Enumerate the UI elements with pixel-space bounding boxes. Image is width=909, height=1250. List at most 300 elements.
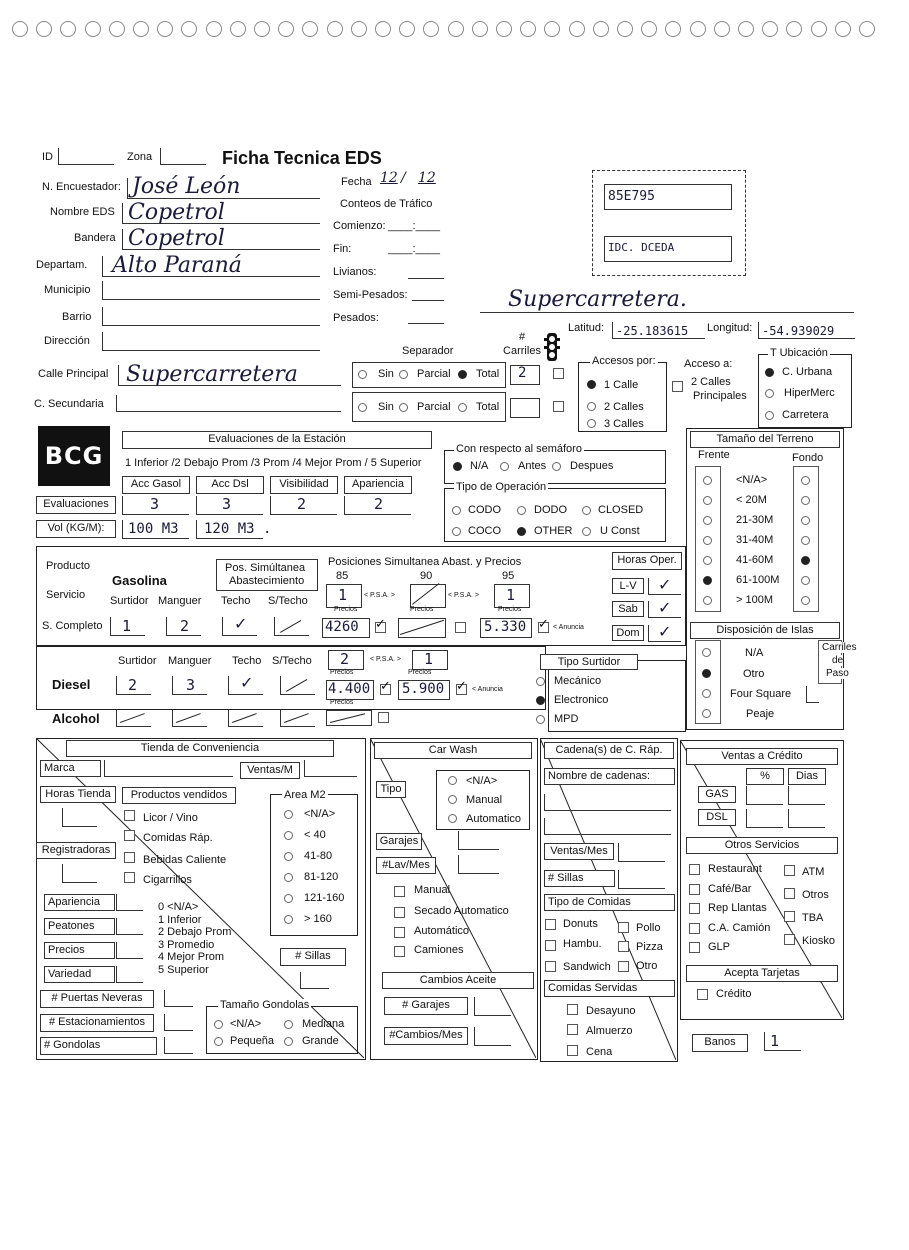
sep2-parcial-radio[interactable] bbox=[399, 403, 408, 412]
servicio-left-checkbox[interactable] bbox=[689, 903, 700, 914]
calle-principal-value: Supercarretera bbox=[126, 362, 298, 387]
id-label: ID bbox=[42, 151, 53, 163]
barrio-field[interactable] bbox=[102, 307, 320, 326]
diesel-manguer-value: 3 bbox=[186, 676, 196, 694]
posiciones-title: Posiciones Simultanea Abast. y Precios bbox=[328, 556, 522, 568]
terreno-frente-radio[interactable] bbox=[703, 576, 712, 585]
servicio-left-label: Restaurant bbox=[708, 863, 762, 875]
credito-title: Ventas a Crédito bbox=[686, 748, 838, 765]
gas-techo-label: Techo bbox=[221, 595, 251, 607]
terreno-fondo-radio[interactable] bbox=[801, 516, 810, 525]
servicio-left-checkbox[interactable] bbox=[689, 864, 700, 875]
diesel-precios2-label: Precios bbox=[408, 669, 432, 676]
cadenas-comida-label: Donuts bbox=[563, 918, 598, 930]
cambios-garajes-label: # Garajes bbox=[384, 997, 468, 1015]
terreno-frente-radio[interactable] bbox=[703, 536, 712, 545]
tienda-area-label: 121-160 bbox=[304, 892, 345, 904]
livianos-line[interactable] bbox=[408, 278, 444, 279]
semaforo-antes-radio[interactable] bbox=[500, 462, 509, 471]
tienda-producto-checkbox[interactable] bbox=[124, 872, 135, 883]
terreno-size-label: 41-60M bbox=[736, 554, 774, 566]
direccion-field[interactable] bbox=[102, 332, 320, 351]
tienda-gondolas-field[interactable] bbox=[164, 1037, 193, 1054]
binding-ring bbox=[617, 21, 633, 37]
s-completo-label: S. Completo bbox=[42, 620, 103, 632]
acceso-2calles-text: 2 Calles bbox=[691, 376, 731, 388]
horas-lv-label: L-V bbox=[612, 578, 644, 594]
ubicacion-carretera-radio[interactable] bbox=[765, 411, 774, 420]
ubicacion-urbana-label: C. Urbana bbox=[782, 366, 833, 378]
tienda-apariencia-field[interactable] bbox=[116, 894, 143, 911]
diesel-surtidor-label: Surtidor bbox=[118, 655, 157, 667]
tienda-ventas-field[interactable] bbox=[304, 760, 357, 777]
semaforo-despues-label: Despues bbox=[570, 460, 614, 472]
op-dodo-label: DODO bbox=[534, 504, 567, 516]
binding-ring bbox=[690, 21, 706, 37]
sep2-total-radio[interactable] bbox=[458, 403, 467, 412]
binding-ring bbox=[520, 21, 536, 37]
tienda-puertas-field[interactable] bbox=[164, 990, 193, 1007]
carwash-lav-label: #Lav/Mes bbox=[376, 857, 436, 874]
credito-dsl-dias-field[interactable] bbox=[788, 809, 825, 828]
gas-stecho-label: S/Techo bbox=[268, 595, 308, 607]
op-codo-radio[interactable] bbox=[452, 506, 461, 515]
servidas-cena-label: Cena bbox=[586, 1046, 613, 1058]
servicio-label: Servicio bbox=[46, 589, 86, 601]
credito-pct-label: % bbox=[746, 768, 784, 785]
surtidor-mecanico-radio[interactable] bbox=[536, 677, 545, 686]
abast-label: Abastecimiento bbox=[229, 575, 305, 587]
tienda-area-radio[interactable] bbox=[284, 810, 293, 819]
fecha-sep: / bbox=[401, 170, 406, 186]
zona-field[interactable] bbox=[160, 148, 206, 165]
servidas-cena-checkbox[interactable] bbox=[567, 1045, 578, 1056]
tienda-producto-checkbox[interactable] bbox=[124, 810, 135, 821]
terreno-fondo-label: Fondo bbox=[792, 452, 824, 464]
id-field[interactable] bbox=[58, 148, 114, 165]
gas-manguer-label: Manguer bbox=[158, 595, 202, 607]
gond-grande-label: Grande bbox=[302, 1035, 339, 1047]
binding-ring bbox=[811, 21, 827, 37]
servicio-left-checkbox[interactable] bbox=[689, 884, 700, 895]
tienda-peatones-field[interactable] bbox=[116, 918, 143, 935]
sep1-sin-radio[interactable] bbox=[358, 370, 367, 379]
servicio-left-checkbox[interactable] bbox=[689, 942, 700, 953]
op-uconst-label: U Const bbox=[600, 525, 640, 537]
tienda-area-label: <N/A> bbox=[304, 808, 336, 820]
acceso-2calles-checkbox[interactable] bbox=[672, 381, 683, 392]
cadenas-comida-label: Hambu. bbox=[563, 938, 602, 950]
islas-peaje-radio[interactable] bbox=[702, 709, 711, 718]
gasolina-label: Gasolina bbox=[112, 573, 167, 588]
surtidor-electronico-radio[interactable] bbox=[536, 696, 545, 705]
surtidor-mecanico-label: Mecánico bbox=[554, 675, 602, 687]
cadenas-servidas-title: Comidas Servidas bbox=[544, 980, 675, 997]
nombre-eds-value: Copetrol bbox=[128, 200, 225, 225]
tienda-producto-checkbox[interactable] bbox=[124, 830, 135, 841]
binding-ring bbox=[641, 21, 657, 37]
sep2-total-label: Total bbox=[476, 401, 500, 413]
alcohol-stecho-field[interactable] bbox=[280, 710, 315, 727]
servidas-desayuno-checkbox[interactable] bbox=[567, 1004, 578, 1015]
terreno-frente-radio[interactable] bbox=[703, 596, 712, 605]
secundaria-field[interactable] bbox=[116, 395, 341, 412]
binding-ring bbox=[133, 21, 149, 37]
tienda-estac-label: # Estacionamientos bbox=[40, 1014, 154, 1032]
tienda-scale-item: 3 Promedio bbox=[158, 938, 215, 951]
ubicacion-title: T Ubicación bbox=[770, 347, 828, 359]
ubicacion-hipermerc-radio[interactable] bbox=[765, 389, 774, 398]
acceso-1calle-radio[interactable] bbox=[587, 380, 596, 389]
islas-carriles-1: Carriles bbox=[822, 642, 857, 653]
binding-ring bbox=[157, 21, 173, 37]
servidas-almuerzo-checkbox[interactable] bbox=[567, 1024, 578, 1035]
encuestador-label: N. Encuestador: bbox=[42, 181, 121, 193]
tienda-area-radio[interactable] bbox=[284, 831, 293, 840]
op-dodo-radio[interactable] bbox=[517, 506, 526, 515]
sep1-parcial-radio[interactable] bbox=[399, 370, 408, 379]
servicio-right-label: Kiosko bbox=[802, 935, 836, 947]
servicio-right-label: Otros bbox=[802, 889, 829, 901]
psa-90-95: < P.S.A. > bbox=[448, 592, 480, 599]
cadenas-nombre-field1[interactable] bbox=[544, 794, 671, 811]
binding-ring bbox=[786, 21, 802, 37]
tienda-registradoras-label: Registradoras bbox=[36, 842, 116, 859]
diesel-price2-value: 5.900 bbox=[402, 681, 445, 697]
cadenas-comida-checkbox[interactable] bbox=[618, 922, 629, 933]
tienda-area-radio[interactable] bbox=[284, 852, 293, 861]
cw-opt-automatico-checkbox[interactable] bbox=[394, 927, 405, 938]
semaforo-title: Con respecto al semáforo bbox=[456, 443, 582, 455]
ubicacion-urbana-radio[interactable] bbox=[765, 368, 774, 377]
gond-pequena-label: Pequeña bbox=[230, 1035, 275, 1047]
terreno-frente-radio[interactable] bbox=[703, 556, 712, 565]
operacion-title: Tipo de Operación bbox=[456, 481, 547, 493]
tienda-producto-checkbox[interactable] bbox=[124, 852, 135, 863]
banos-label: Banos bbox=[692, 1034, 748, 1052]
semaforo-na-radio[interactable] bbox=[453, 462, 462, 471]
cw-opt-camiones-checkbox[interactable] bbox=[394, 946, 405, 957]
carriles-label: # Carriles bbox=[503, 331, 541, 357]
cadenas-sillas-label: # Sillas bbox=[544, 870, 615, 887]
acceso-2calles-radio[interactable] bbox=[587, 402, 596, 411]
semaforo1-checkbox[interactable] bbox=[553, 368, 564, 379]
islas-otro-label: Otro bbox=[743, 668, 765, 680]
credito-dsl-label: DSL bbox=[698, 809, 736, 826]
tienda-precios-label: Precios bbox=[44, 942, 115, 959]
diesel-pos2-value: 1 bbox=[424, 650, 434, 668]
diesel-stecho-label: S/Techo bbox=[272, 655, 312, 667]
terreno-fondo-radio[interactable] bbox=[801, 596, 810, 605]
acceso-3calles-radio[interactable] bbox=[587, 419, 596, 428]
terreno-size-label: < 20M bbox=[736, 494, 767, 506]
tienda-area-radio[interactable] bbox=[284, 873, 293, 882]
semaforo-despues-radio[interactable] bbox=[552, 462, 561, 471]
tienda-puertas-label: # Puertas Neveras bbox=[40, 990, 154, 1008]
eval-acc-gasol-value: 3 bbox=[150, 495, 160, 513]
pesados-label: Pesados: bbox=[333, 312, 379, 324]
binding-ring bbox=[569, 21, 585, 37]
gond-mediana-radio[interactable] bbox=[284, 1020, 293, 1029]
horas-dom-check: ✓ bbox=[658, 622, 672, 641]
binding-ring bbox=[738, 21, 754, 37]
diesel-techo-label: Techo bbox=[232, 655, 262, 667]
tienda-registradoras-field[interactable] bbox=[62, 864, 97, 883]
fecha-day: 12 bbox=[380, 170, 398, 186]
surtidor-mpd-radio[interactable] bbox=[536, 715, 545, 724]
binding-ring bbox=[496, 21, 512, 37]
alcohol-surtidor-field[interactable] bbox=[116, 710, 151, 727]
credito-gas-pct-field[interactable] bbox=[746, 786, 783, 805]
tarjetas-credito-label: Crédito bbox=[716, 988, 752, 1000]
gas-surtidor-value: 1 bbox=[122, 617, 132, 635]
op-uconst-radio[interactable] bbox=[582, 527, 591, 536]
cw-opt-secado-checkbox[interactable] bbox=[394, 907, 405, 918]
octane-85: 85 bbox=[336, 570, 349, 582]
vol-dsl-value: 120 M3 . bbox=[204, 521, 272, 537]
servicio-left-label: Café/Bar bbox=[708, 882, 752, 895]
gond-na-label: <N/A> bbox=[230, 1018, 262, 1030]
sep2-sin-label: Sin bbox=[378, 401, 394, 413]
servicio-left-label: Rep Llantas bbox=[708, 902, 767, 914]
octane-90: 90 bbox=[420, 570, 433, 582]
terreno-fondo-radio[interactable] bbox=[801, 536, 810, 545]
islas-na-radio[interactable] bbox=[702, 648, 711, 657]
tienda-scale-item: 0 <N/A> bbox=[158, 901, 199, 913]
bandera-label: Bandera bbox=[74, 232, 116, 244]
terreno-fondo-radio[interactable] bbox=[801, 576, 810, 585]
eval-visibilidad-value: 2 bbox=[297, 495, 307, 513]
semaforo2-checkbox[interactable] bbox=[553, 401, 564, 412]
credito-dsl-pct-field[interactable] bbox=[746, 809, 783, 828]
carwash-tipo-label: Tipo bbox=[376, 781, 406, 798]
gas-manguer-value: 2 bbox=[180, 617, 190, 635]
sep1-sin-label: Sin bbox=[378, 368, 394, 380]
anuncia95-check: ✓ bbox=[538, 616, 549, 631]
diesel-anuncia1-check: ✓ bbox=[380, 678, 391, 693]
price95-value: 5.330 bbox=[484, 619, 527, 635]
anuncia90-checkbox[interactable] bbox=[455, 622, 466, 633]
horas-title: Horas Oper. bbox=[612, 552, 682, 570]
op-coco-label: COCO bbox=[468, 525, 501, 537]
comienzo-label: Comienzo: bbox=[333, 220, 386, 232]
tienda-marca-field[interactable] bbox=[104, 760, 233, 777]
secundaria-label: C. Secundaria bbox=[34, 398, 104, 410]
carwash-title: Car Wash bbox=[374, 742, 532, 759]
bandera-value: Copetrol bbox=[128, 226, 225, 251]
tienda-horas-label: Horas Tienda bbox=[40, 786, 116, 803]
terreno-size-label: 61-100M bbox=[736, 574, 780, 586]
gas-techo-check: ✓ bbox=[234, 614, 248, 633]
fin-value[interactable]: ____:____ bbox=[388, 243, 440, 255]
binding-ring bbox=[85, 21, 101, 37]
cadenas-title: Cadena(s) de C. Ráp. bbox=[544, 742, 674, 759]
evaluaciones-scale: 1 Inferior /2 Debajo Prom /3 Prom /4 Mejor Prom / 5 Superior bbox=[125, 457, 422, 469]
diesel-anuncia-label: < Anuncia bbox=[472, 686, 503, 693]
cw-opt-secado-label: Secado Automatico bbox=[414, 905, 509, 917]
servicio-right-checkbox[interactable] bbox=[784, 934, 795, 945]
cw-manual-radio[interactable] bbox=[448, 795, 457, 804]
tienda-scale-item: 1 Inferior bbox=[158, 913, 202, 926]
tienda-productos-title: Productos vendidos bbox=[122, 787, 236, 804]
servicio-right-checkbox[interactable] bbox=[784, 888, 795, 899]
binding-ring bbox=[12, 21, 28, 37]
tienda-variedad-field[interactable] bbox=[116, 966, 143, 983]
binding-ring bbox=[109, 21, 125, 37]
bcg-logo: BCG bbox=[38, 426, 110, 486]
cadenas-comida-checkbox[interactable] bbox=[545, 919, 556, 930]
anuncia-label: < Anuncia bbox=[553, 624, 584, 631]
cw-na-label: <N/A> bbox=[466, 775, 498, 787]
acceso-3calles-label: 3 Calles bbox=[604, 418, 644, 430]
anuncia85-check: ✓ bbox=[375, 616, 386, 631]
code1-value: 85E795 bbox=[608, 189, 655, 204]
semaforo-na-label: N/A bbox=[470, 460, 489, 472]
tienda-area-radio[interactable] bbox=[284, 915, 293, 924]
binding-ring bbox=[448, 21, 464, 37]
tienda-sillas-field[interactable] bbox=[300, 972, 329, 989]
tienda-tam-gondolas-title: Tamaño Gondolas bbox=[220, 999, 310, 1011]
terreno-size-label: 21-30M bbox=[736, 514, 774, 526]
pesados-line[interactable] bbox=[408, 323, 444, 324]
servidas-almuerzo-label: Almuerzo bbox=[586, 1025, 633, 1037]
acceso-1calle-label: 1 Calle bbox=[604, 379, 639, 391]
tarjetas-credito-checkbox[interactable] bbox=[697, 989, 708, 1000]
tienda-estac-field[interactable] bbox=[164, 1014, 193, 1031]
cw-opt-manual-checkbox[interactable] bbox=[394, 886, 405, 897]
diesel-surtidor-value: 2 bbox=[128, 676, 138, 694]
gond-grande-radio[interactable] bbox=[284, 1037, 293, 1046]
cadenas-sillas-field[interactable] bbox=[618, 870, 665, 889]
gond-pequena-radio[interactable] bbox=[214, 1037, 223, 1046]
ubicacion-hipermerc-label: HiperMerc bbox=[784, 387, 835, 399]
binding-ring bbox=[665, 21, 681, 37]
pos-sim-label: Pos. Simúltanea bbox=[225, 562, 306, 574]
carriles2-box[interactable] bbox=[510, 398, 540, 418]
barrio-label: Barrio bbox=[62, 311, 92, 323]
price85-value: 4260 bbox=[325, 619, 359, 635]
alcohol-techo-field[interactable] bbox=[228, 710, 263, 727]
op-other-radio[interactable] bbox=[517, 527, 526, 536]
separador-label: Separador bbox=[402, 345, 454, 357]
cw-auto-radio[interactable] bbox=[448, 814, 457, 823]
cambios-mes-field[interactable] bbox=[474, 1027, 511, 1046]
code2-value: IDC. DCEDA bbox=[608, 241, 675, 254]
cadenas-comida-checkbox[interactable] bbox=[545, 940, 556, 951]
credito-gas-label: GAS bbox=[698, 786, 736, 803]
carwash-garajes-field[interactable] bbox=[458, 831, 499, 850]
cadenas-comida-checkbox[interactable] bbox=[618, 961, 629, 972]
islas-four-square-label: Four Square bbox=[730, 688, 792, 700]
eval-apariencia-value: 2 bbox=[374, 495, 384, 513]
credito-dias-label: Dias bbox=[788, 768, 826, 785]
servicio-left-checkbox[interactable] bbox=[689, 923, 700, 934]
cw-auto-label: Automatico bbox=[466, 813, 522, 825]
livianos-label: Livianos: bbox=[333, 266, 377, 278]
servicio-left-label: GLP bbox=[708, 941, 731, 953]
servicio-right-checkbox[interactable] bbox=[784, 911, 795, 922]
gond-na-radio[interactable] bbox=[214, 1020, 223, 1029]
op-closed-radio[interactable] bbox=[582, 506, 591, 515]
tienda-precios-field[interactable] bbox=[116, 942, 143, 959]
eval-acc-dsl-value: 3 bbox=[222, 495, 232, 513]
diesel-price1-value: 4.400 bbox=[328, 681, 371, 697]
eval-col-acc-dsl: Acc Dsl bbox=[196, 476, 264, 494]
acceso-2calles-label: 2 Calles bbox=[604, 401, 644, 413]
pos85-value: 1 bbox=[338, 586, 348, 604]
calle-principal-label: Calle Principal bbox=[38, 368, 109, 380]
terreno-frente-radio[interactable] bbox=[703, 496, 712, 505]
diesel-techo-check: ✓ bbox=[240, 673, 254, 692]
islas-otro-radio[interactable] bbox=[702, 669, 711, 678]
terreno-frente-radio[interactable] bbox=[703, 516, 712, 525]
encuestador-value: José León bbox=[132, 174, 241, 199]
carwash-lav-field[interactable] bbox=[458, 855, 499, 874]
islas-four-square-radio[interactable] bbox=[702, 689, 711, 698]
binding-ring bbox=[181, 21, 197, 37]
cw-na-radio[interactable] bbox=[448, 776, 457, 785]
address-line bbox=[480, 312, 854, 313]
alcohol-manguer-field[interactable] bbox=[172, 710, 207, 727]
tienda-producto-label: Licor / Vino bbox=[143, 812, 198, 824]
horas-lv-check: ✓ bbox=[658, 575, 672, 594]
binding-ring bbox=[375, 21, 391, 37]
servicio-right-checkbox[interactable] bbox=[784, 865, 795, 876]
surtidor-mpd-label: MPD bbox=[554, 713, 579, 725]
municipio-field[interactable] bbox=[102, 281, 320, 300]
cadenas-comida-label: Otro bbox=[636, 960, 658, 972]
tienda-area-radio[interactable] bbox=[284, 894, 293, 903]
pos90-box[interactable] bbox=[410, 584, 446, 608]
sep1-total-radio[interactable] bbox=[458, 370, 467, 379]
cadenas-nombre-field2[interactable] bbox=[544, 818, 671, 835]
servicio-left-label: C.A. Camión bbox=[708, 921, 771, 934]
sep2-parcial-label: Parcial bbox=[417, 401, 451, 413]
cadenas-comida-checkbox[interactable] bbox=[618, 941, 629, 952]
tienda-apariencia-label: Apariencia bbox=[44, 894, 115, 911]
cadenas-ventas-field[interactable] bbox=[618, 843, 665, 862]
tienda-producto-label: Bebidas Caliente bbox=[143, 854, 227, 866]
comienzo-value[interactable]: ____:____ bbox=[388, 220, 440, 232]
tienda-scale-item: 4 Mejor Prom bbox=[158, 951, 225, 963]
tienda-sillas-label: # Sillas bbox=[280, 948, 346, 966]
terreno-fondo-radio[interactable] bbox=[801, 496, 810, 505]
terreno-fondo-radio[interactable] bbox=[801, 556, 810, 565]
nombre-eds-label: Nombre EDS bbox=[50, 206, 115, 218]
terreno-frente-radio[interactable] bbox=[703, 476, 712, 485]
evaluaciones-row-label: Evaluaciones bbox=[36, 496, 116, 514]
tienda-producto-label: Cigarrillos bbox=[143, 874, 192, 886]
terreno-fondo-radio[interactable] bbox=[801, 476, 810, 485]
horas-dom-label: Dom bbox=[612, 625, 644, 641]
tienda-horas-field[interactable] bbox=[62, 808, 97, 827]
islas-carriles-field[interactable] bbox=[806, 686, 819, 703]
binding-ring bbox=[762, 21, 778, 37]
traffic-light-icon bbox=[544, 333, 560, 361]
departam-label: Departam. bbox=[36, 259, 88, 271]
otros-servicios-title: Otros Servicios bbox=[686, 837, 838, 854]
fin-label: Fin: bbox=[333, 243, 352, 255]
terreno-size-label: 31-40M bbox=[736, 534, 774, 546]
alcohol-anuncia-checkbox[interactable] bbox=[378, 712, 389, 723]
cadenas-comida-checkbox[interactable] bbox=[545, 961, 556, 972]
cambios-garajes-field[interactable] bbox=[474, 997, 511, 1016]
credito-gas-dias-field[interactable] bbox=[788, 786, 825, 805]
sep2-sin-radio[interactable] bbox=[358, 403, 367, 412]
op-coco-radio[interactable] bbox=[452, 527, 461, 536]
semi-pesados-line[interactable] bbox=[412, 300, 444, 301]
page-title: Ficha Tecnica EDS bbox=[222, 148, 382, 168]
